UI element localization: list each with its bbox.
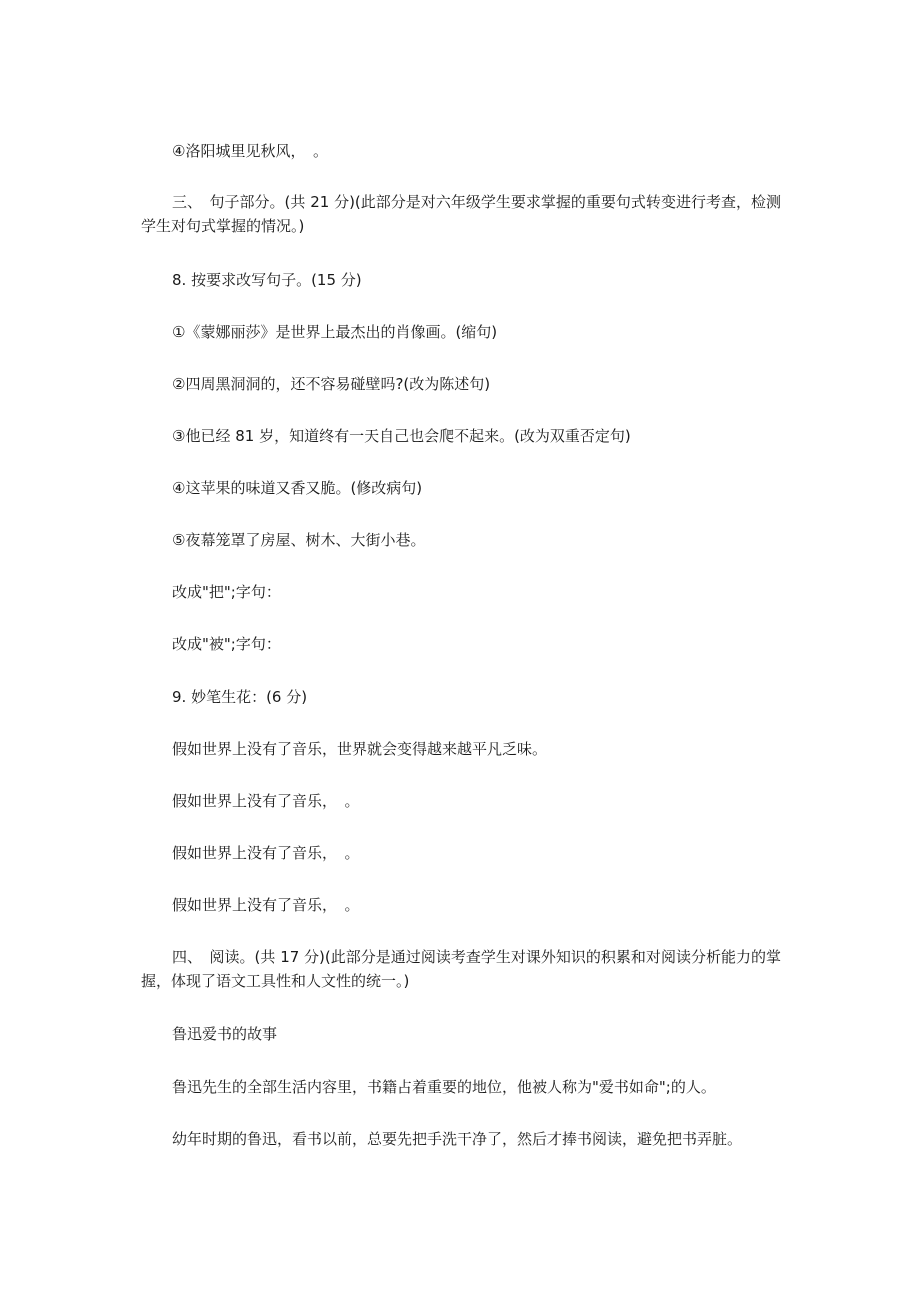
question-9-blank-1: 假如世界上没有了音乐， 。 [172, 792, 360, 810]
section-heading-reading: 四、 阅读。(共 17 分)(此部分是通过阅读考查学生对课外知识的积累和对阅读分析能力的掌握，体现了语文工具性和人文性的统一。) [141, 948, 781, 990]
question-8-item-5: ⑤夜幕笼罩了房屋、树木、大街小巷。 [172, 531, 426, 549]
question-8-item-2: ②四周黑洞洞的，还不容易碰壁吗?(改为陈述句) [172, 375, 491, 393]
question-8-heading: 8. 按要求改写句子。(15 分) [172, 271, 362, 289]
bei-sentence-prompt: 改成"被";字句： [172, 635, 281, 653]
reading-title: 鲁迅爱书的故事 [172, 1025, 278, 1043]
question-9-heading: 9. 妙笔生花：(6 分) [172, 688, 308, 706]
question-8-item-1: ①《蒙娜丽莎》是世界上最杰出的肖像画。(缩句) [172, 323, 498, 341]
reading-paragraph-1: 鲁迅先生的全部生活内容里，书籍占着重要的地位，他被人称为"爱书如命";的人。 [172, 1078, 716, 1096]
question-9-blank-3: 假如世界上没有了音乐， 。 [172, 896, 360, 914]
question-9-example: 假如世界上没有了音乐，世界就会变得越来越平凡乏味。 [172, 740, 548, 758]
question-8-item-4: ④这苹果的味道又香又脆。(修改病句) [172, 479, 423, 497]
text-line-poem-4: ④洛阳城里见秋风， 。 [172, 142, 328, 160]
question-8-item-3: ③他已经 81 岁，知道终有一天自己也会爬不起来。(改为双重否定句) [172, 427, 631, 445]
section-heading-sentences: 三、 句子部分。(共 21 分)(此部分是对六年级学生要求掌握的重要句式转变进行考查，检测学生对句式掌握的情况。) [141, 193, 781, 235]
ba-sentence-prompt: 改成"把";字句： [172, 583, 281, 601]
question-9-blank-2: 假如世界上没有了音乐， 。 [172, 844, 360, 862]
reading-paragraph-2: 幼年时期的鲁迅，看书以前，总要先把手洗干净了，然后才捧书阅读，避免把书弄脏。 [172, 1130, 743, 1148]
